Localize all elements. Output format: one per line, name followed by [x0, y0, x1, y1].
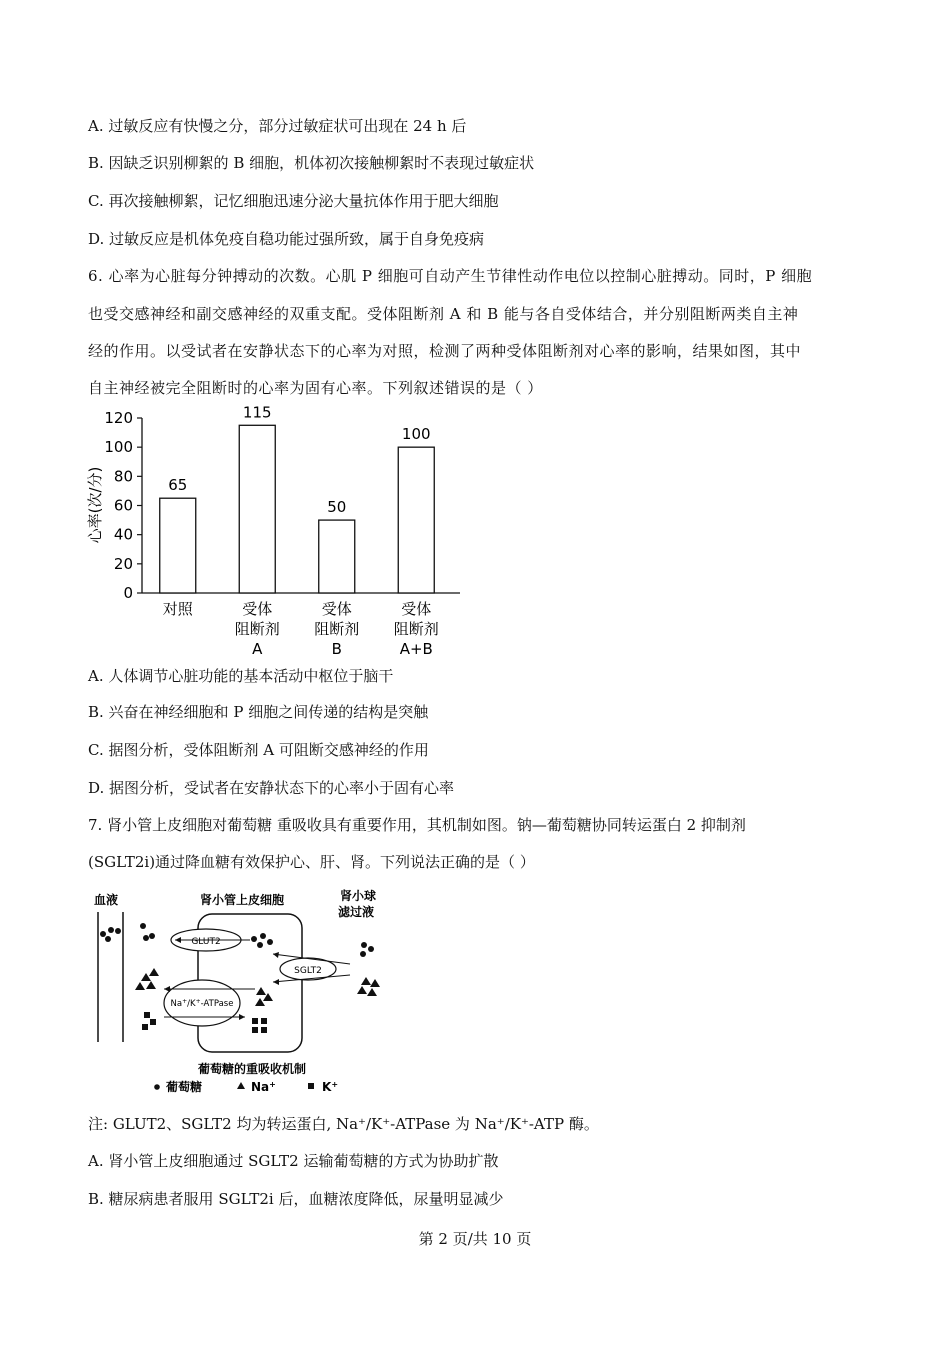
bar-value-label-2: 50: [327, 498, 347, 517]
q7-stem-line-2: (SGLT2i)通过降血糖有效保护心、肝、肾。下列说法正确的是（ ）: [88, 853, 535, 871]
q6-option-a: A. 人体调节心脏功能的基本活动中枢位于脑干: [88, 667, 394, 685]
glucose-reabsorption-diagram: [80, 882, 400, 1104]
q6-option-c: C. 据图分析，受体阻断剂 A 可阻断交感神经的作用: [88, 741, 429, 759]
legend-k-label: K+: [322, 1080, 339, 1094]
bar-value-label-0: 65: [168, 476, 188, 495]
q6-stem-line-3: 经的作用。以受试者在安静状态下的心率为对照，检测了两种受体阻断剂对心率的影响，结果如图，其中: [88, 342, 802, 360]
q7-option-a: A. 肾小管上皮细胞通过 SGLT2 运输葡萄糖的方式为协助扩散: [88, 1152, 499, 1170]
y-tick-label: 120: [104, 409, 133, 427]
glut2-label: GLUT2: [191, 937, 221, 947]
bar-value-label-1: 115: [242, 403, 272, 422]
q6-stem-line-1: 6. 心率为心脏每分钟搏动的次数。心肌 P 细胞可自动产生节律性动作电位以控制心脏搏动。同时，P 细胞: [88, 267, 813, 285]
category-label-2-0: 受体: [321, 600, 352, 618]
q6-stem-line-2: 也受交感神经和副交感神经的双重支配。受体阻断剂 A 和 B 能与各自受体结合，并分别阻断两类自主神: [88, 305, 799, 323]
y-tick-label: 20: [113, 554, 133, 573]
legend-glucose-marker: [154, 1084, 160, 1090]
y-tick-label: 100: [104, 438, 133, 457]
q6-stem-line-4: 自主神经被完全阻断时的心率为固有心率。下列叙述错误的是（ ）: [88, 379, 543, 397]
category-label-3-2: A+B: [399, 640, 433, 658]
chart-y-axis-label: [86, 467, 104, 544]
bar-1: [239, 425, 275, 593]
q7-stem-line-1: 7. 肾小管上皮细胞对葡萄糖 重吸收具有重要作用，其机制如图。钠—葡萄糖协同转运蛋白 2 抑制剂: [88, 816, 746, 834]
filtrate-label-line2: 滤过液: [338, 905, 375, 919]
q5-option-c: C. 再次接触柳絮，记忆细胞迅速分泌大量抗体作用于肥大细胞: [88, 192, 499, 210]
legend-k-marker: [308, 1083, 314, 1089]
bar-value-label-3: 100: [401, 425, 431, 444]
q7-option-b: B. 糖尿病患者服用 SGLT2i 后，血糖浓度降低，尿量明显减少: [88, 1190, 504, 1208]
heart-rate-bar-chart: [80, 400, 480, 660]
q6-option-b: B. 兴奋在神经细胞和 P 细胞之间传递的结构是突触: [88, 703, 429, 721]
y-tick-label: 60: [113, 496, 133, 515]
q7-note: 注: GLUT2、SGLT2 均为转运蛋白, Na⁺/K⁺-ATPase 为 Na⁺/K⁺-ATP 酶。: [88, 1115, 599, 1133]
q5-option-a: A. 过敏反应有快慢之分，部分过敏症状可出现在 24 h 后: [88, 117, 467, 135]
q5-option-b: B. 因缺乏识别柳絮的 B 细胞，机体初次接触柳絮时不表现过敏症状: [88, 154, 535, 172]
bar-2: [319, 520, 355, 593]
category-label-3-0: 受体: [401, 600, 432, 618]
category-label-3-1: 阻断剂: [393, 620, 439, 638]
diagram-caption: 葡萄糖的重吸收机制: [198, 1062, 307, 1076]
category-label-2-2: B: [331, 640, 342, 658]
y-tick-label: 0: [123, 584, 133, 602]
chart-ylabel-text: 心率(次/分): [86, 466, 104, 544]
bar-3: [398, 447, 434, 593]
category-label-1-1: 阻断剂: [234, 620, 280, 638]
q6-option-d: D. 据图分析，受试者在安静状态下的心率小于固有心率: [88, 779, 455, 797]
sglt2-label: SGLT2: [294, 966, 322, 976]
filtrate-label-line1: 肾小球: [340, 889, 377, 903]
bar-0: [160, 498, 196, 593]
page-footer: 第 2 页/共 10 页: [418, 1230, 532, 1248]
cell-label: 肾小管上皮细胞: [200, 893, 285, 907]
legend-na-marker: [237, 1082, 245, 1089]
y-tick-label: 40: [113, 525, 133, 544]
legend-glucose-label: 葡萄糖: [166, 1080, 203, 1094]
y-tick-label: 80: [113, 467, 133, 486]
category-label-2-1: 阻断剂: [314, 620, 360, 638]
na-k-atpase-label: Na+/K+-ATPase: [170, 998, 234, 1009]
category-label-0-0: 对照: [162, 600, 193, 618]
category-label-1-2: A: [252, 640, 263, 658]
q5-option-d: D. 过敏反应是机体免疫自稳功能过强所致，属于自身免疫病: [88, 230, 485, 248]
category-label-1-0: 受体: [242, 600, 273, 618]
blood-label: 血液: [94, 893, 119, 907]
legend-na-label: Na+: [251, 1080, 276, 1094]
